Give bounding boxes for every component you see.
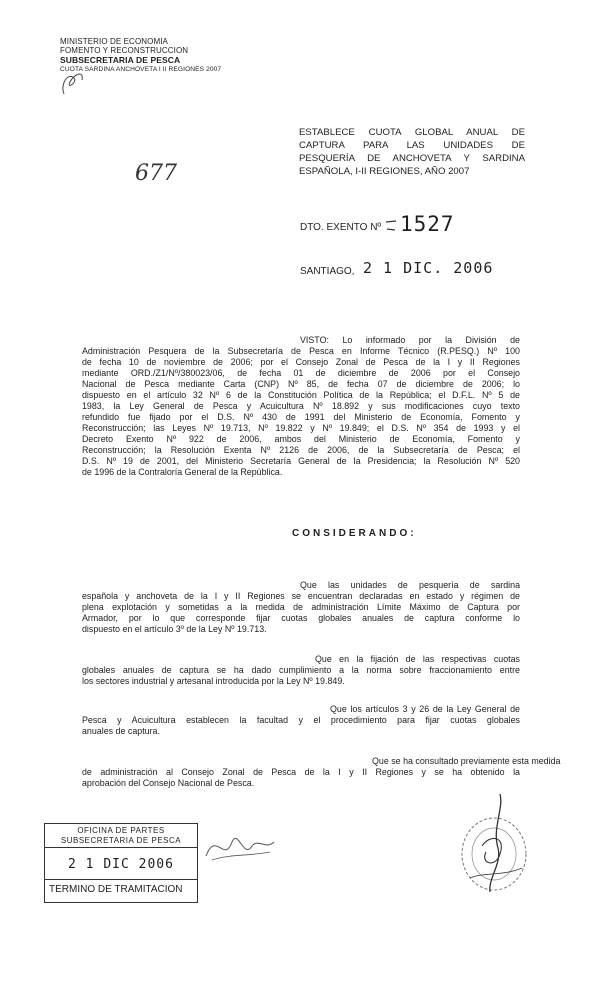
visto-line: dispuesto en el artículo 32 Nº 6 de la Constitución Política de la República; el D.F.L. Nº 5 de (82, 390, 520, 400)
handwritten-number (133, 154, 181, 184)
official-seal-signature (440, 788, 550, 908)
place-label: SANTIAGO, (300, 266, 355, 277)
paragraph-line: Pesca y Acuicultura establecen la facultad y el procedimiento para fijar cuotas globales (82, 715, 520, 725)
stamp-office: OFICINA DE PARTES (77, 826, 165, 835)
paragraph-line: Que las unidades de pesquería de sardina (300, 580, 520, 590)
stamp-divider (45, 879, 197, 880)
visto-line: D.S. Nº 19 de 2001, del Ministerio Secretaría General de la Presidencia; la Resolución Nº 520 (82, 456, 520, 466)
visto-line: Nacional de Pesca mediante Carta (CNP) Nº 85, de fecha 07 de diciembre de 2006; lo (82, 379, 520, 389)
paragraph-line: Que se ha consultado previamente esta medida (372, 756, 561, 766)
stamp-signature (200, 820, 280, 870)
ministry-name: MINISTERIO DE ECONOMIA (60, 37, 168, 46)
visto-line: refundido fue fijado por el D.S. Nº 430 de 1991 del Ministerio de Economía, Fomento y (82, 412, 520, 422)
title-line: ESPAÑOLA, I-II REGIONES, AÑO 2007 (299, 166, 470, 177)
stamp-date: 2 1 DIC 2006 (68, 857, 174, 872)
visto-line: Reconstrucción; la Resolución Exenta Nº 2126 de 2006, de la Subsecretaría de Pesca; el (82, 445, 520, 455)
visto-line: mediante ORD./Z1/Nº/380023/06, de fecha 01 de diciembre de 2006 por el Consejo (82, 368, 520, 378)
visto-line: de 1996 de la Contraloría General de la República. (82, 467, 283, 477)
paragraph-line: plena explotación y sometidas a la medida de administración Límite Máximo de Captura por (82, 602, 520, 612)
paragraph-line: anuales de captura. (82, 726, 160, 736)
visto-line: Decreto Exento Nº 922 de 2006, ambos del Ministerio de Economía, Fomento y (82, 434, 520, 444)
paragraph-line: de administración al Consejo Zonal de Pesca de la I y II Regiones y se ha obtenido la (82, 767, 520, 777)
stamp-subsecretaria: SUBSECRETARIA DE PESCA (60, 836, 182, 845)
decree-date-stamp: 2 1 DIC. 2006 (363, 259, 494, 277)
paragraph-line: Que en la fijación de las respectivas cuotas (315, 654, 520, 664)
header-initials-scribble (56, 64, 92, 98)
svg-text:677: 677 (135, 161, 177, 186)
considerando-heading: CONSIDERANDO: (292, 528, 417, 539)
title-line: ESTABLECE CUOTA GLOBAL ANUAL DE (299, 127, 525, 138)
stamp-footer: TERMINO DE TRAMITACION (49, 884, 183, 895)
decree-mark (384, 218, 398, 232)
paragraph-line: aprobación del Consejo Nacional de Pesca. (82, 778, 255, 788)
paragraph-line: los sectores industrial y artesanal introducida por la Ley Nº 19.849. (82, 676, 345, 686)
subsecretaria-name: SUBSECRETARIA DE PESCA (60, 55, 181, 65)
ministry-subtitle: FOMENTO Y RECONSTRUCCION (60, 46, 189, 55)
oficina-partes-stamp (44, 823, 198, 903)
visto-line: 1983, la Ley General de Pesca y Acuicultura Nº 18.892 y sus modificaciones cuyo texto (82, 401, 520, 411)
paragraph-line: Que los artículos 3 y 26 de la Ley General de (330, 704, 520, 714)
paragraph-line: dispuesto en el artículo 3º de la Ley Nº 19.713. (82, 624, 267, 634)
stamp-divider (45, 847, 197, 848)
visto-line: Reconstrucción; las Leyes Nº 19.713, Nº 19.822 y Nº 19.849; el D.S. Nº 354 de 1993 y el (82, 423, 520, 433)
title-line: PESQUERÍA DE ANCHOVETA Y SARDINA (299, 153, 525, 164)
decree-number: 1527 (400, 212, 455, 236)
paragraph-line: globales anuales de captura se ha dado cumplimiento a la norma sobre fraccionamiento entre (82, 665, 520, 675)
visto-line: de fecha 10 de noviembre de 2006; por el Consejo Zonal de Pesca de la I y II Regiones (82, 357, 520, 367)
file-reference: CUOTA SARDINA ANCHOVETA I II REGIONES 2007 (60, 66, 222, 73)
decree-label: DTO. EXENTO Nº (300, 222, 382, 233)
paragraph-line: Armador, por lo que corresponde fijar cuotas globales anuales de captura conforme lo (82, 613, 520, 623)
title-line: CAPTURA PARA LAS UNIDADES DE (299, 140, 525, 151)
visto-line: VISTO: Lo informado por la División de (300, 335, 520, 345)
paragraph-line: española y anchoveta de la I y II Regiones se encuentran declaradas en estado y régimen de (82, 591, 520, 601)
visto-line: Administración Pesquera de la Subsecretaría de Pesca en Informe Técnico (R.PESQ.) Nº 100 (82, 346, 520, 356)
decree-title (299, 126, 525, 178)
